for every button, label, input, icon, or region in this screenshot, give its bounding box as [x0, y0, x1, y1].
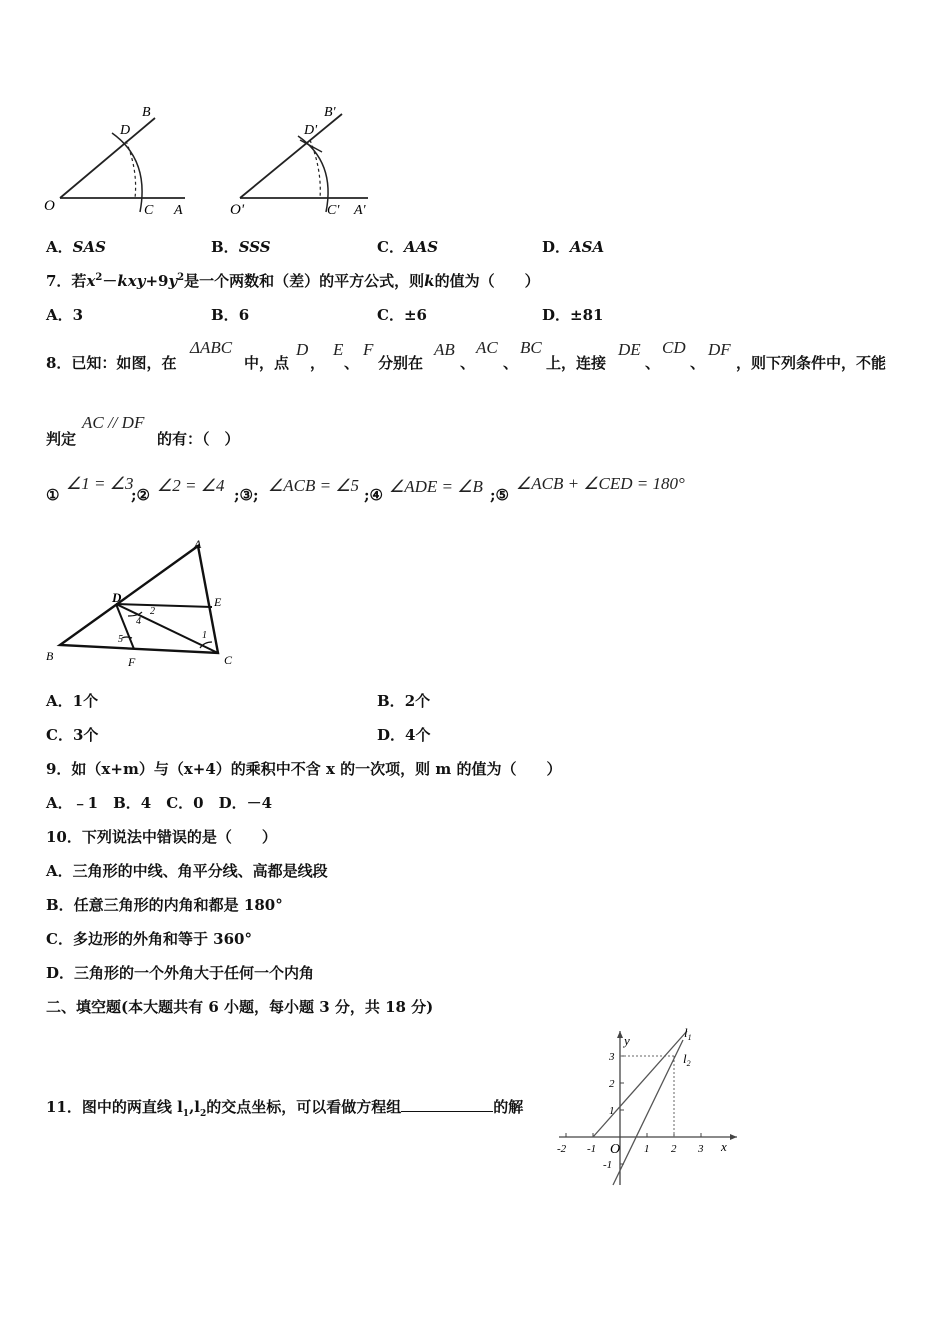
q6-option-a[interactable]: A．SAS [46, 238, 106, 256]
q8-text-4: 上，连接 [546, 354, 607, 372]
q6-option-d[interactable]: D．ASA [542, 238, 605, 256]
q10-option-c[interactable]: C．多边形的外角和等于 360° [46, 930, 252, 948]
fig8-angle-5: 5 [118, 634, 123, 645]
q8-option-b[interactable]: B．2个 [377, 692, 431, 710]
fig8-angle-1: 1 [202, 630, 207, 641]
q8-seg-cd: CD [662, 338, 686, 357]
fig8-angle-2: 2 [150, 606, 155, 617]
q8-cond-4-marker: ;④ [364, 486, 383, 504]
q8-cond-3: ∠ACB = ∠5 [268, 476, 360, 495]
graph-tick-y2: 2 [609, 1078, 615, 1090]
section-heading: 二、填空题(本大题共有 6 小题，每小题 3 分，共 18 分) [46, 998, 434, 1016]
q6-option-b[interactable]: B．SSS [211, 238, 271, 256]
label-A: A [174, 203, 183, 218]
q9-options[interactable]: A．﹣1 B．4 C．0 D．－4 [46, 794, 273, 812]
label-B-prime: B' [324, 105, 336, 120]
label-O-prime: O' [230, 202, 245, 218]
q8-seg-df: DF [708, 340, 731, 359]
q8-text-2: 中，点 [244, 354, 290, 372]
graph-tick-yneg1: -1 [603, 1159, 613, 1171]
q8-seg-bc: BC [520, 338, 542, 357]
label-C: C [144, 203, 154, 218]
label-D-prime: D' [304, 123, 318, 138]
label-O: O [44, 198, 55, 214]
q8-text-5: ，则下列条件中，不能 [736, 354, 887, 372]
fig8-label-a: A [194, 538, 202, 551]
q7-option-b[interactable]: B．6 [211, 306, 250, 324]
q8-triangle: ΔABC [190, 338, 233, 357]
q8-point-f: F [363, 340, 374, 359]
label-B: B [142, 105, 151, 120]
q8-sep4: 、 [645, 354, 661, 372]
graph-tick-y3: 3 [609, 1051, 615, 1063]
q8-parallel: AC // DF [82, 413, 145, 432]
graph-l1: $l_1$ [684, 1025, 692, 1042]
q7-option-d[interactable]: D．±81 [542, 306, 604, 324]
q8-text-3: 分别在 [378, 354, 424, 372]
q8-option-c[interactable]: C．3个 [46, 726, 99, 744]
q7-option-a[interactable]: A．3 [46, 306, 84, 324]
fig8-label-d: D [112, 590, 122, 605]
q8-sep2: 、 [460, 354, 476, 372]
fig8-label-e: E [214, 595, 222, 609]
q8-seg-ab: AB [434, 340, 455, 359]
q8-point-e: E [333, 340, 344, 359]
q8-question-line1: 8．已知：如图，在 [46, 354, 177, 372]
q11-answer-blank[interactable] [401, 1097, 493, 1112]
q8-sep5: 、 [690, 354, 706, 372]
q10-option-a[interactable]: A．三角形的中线、角平分线、高都是线段 [46, 862, 328, 880]
q8-comma: ， [310, 354, 326, 372]
fig8-label-c: C [224, 653, 233, 667]
q8-cond-2-marker: ;② [131, 486, 150, 504]
fig8-angle-4: 4 [136, 616, 141, 627]
label-D: D [120, 123, 131, 138]
graph-tick-x1: 1 [644, 1143, 650, 1155]
q8-cond-1-marker: ① [46, 486, 60, 504]
q10-question: 10．下列说法中错误的是（ ） [46, 828, 277, 846]
q9-question: 9．如（x+m）与（x+4）的乘积中不含 x 的一次项，则 m 的值为（ ） [46, 760, 562, 778]
angle-construction-figure [40, 100, 380, 225]
q8-sep3: 、 [503, 354, 519, 372]
q6-option-c[interactable]: C．AAS [377, 238, 439, 256]
q8-option-d[interactable]: D．4个 [377, 726, 431, 744]
q11-graph [553, 1025, 743, 1190]
q7-option-c[interactable]: C．±6 [377, 306, 427, 324]
q8-cond-2: ∠2 = ∠4 [157, 476, 225, 495]
q8-cond-1: ∠1 = ∠3 [66, 474, 134, 493]
graph-axis-x: x [721, 1139, 727, 1154]
q8-option-a[interactable]: A．1个 [46, 692, 99, 710]
q8-question-line2: 判定 [46, 430, 77, 448]
graph-tick-xneg2: -2 [557, 1143, 567, 1155]
fig8-label-b: B [46, 649, 54, 663]
q10-option-b[interactable]: B．任意三角形的内角和都是 180° [46, 896, 283, 914]
angle-figure-left [44, 105, 185, 218]
graph-axis-y: y [624, 1033, 630, 1048]
label-C-prime: C' [327, 203, 340, 218]
fig8-label-f: F [128, 655, 136, 669]
q8-triangle-figure [42, 538, 242, 670]
graph-tick-x2: 2 [671, 1143, 677, 1155]
q8-cond-5-marker: ;⑤ [490, 486, 509, 504]
angle-figure-right [230, 105, 368, 218]
q8-question-line2b: 的有：（ ） [157, 430, 240, 448]
graph-tick-y1: 1 [609, 1105, 615, 1117]
graph-l2: $l_2$ [683, 1051, 691, 1068]
q10-option-d[interactable]: D．三角形的一个外角大于任何一个内角 [46, 964, 315, 982]
q7-question: 7．若$x^2-kxy+9y^2$是一个两数和（差）的平方公式，则k的值为（ ） [46, 272, 540, 290]
q8-seg-ac: AC [476, 338, 498, 357]
q8-cond-4: ∠ADE = ∠B [389, 477, 483, 496]
q8-seg-de: DE [618, 340, 641, 359]
q8-sep1: 、 [344, 354, 360, 372]
q11-question: 11．图中的两直线 $l_1,l_2$的交点坐标，可以看做方程组 的解 [46, 1098, 524, 1119]
q8-cond-3-marker: ;③; [234, 486, 259, 504]
label-A-prime: A' [354, 203, 366, 218]
graph-origin: O [610, 1142, 621, 1157]
q8-point-d: D [296, 340, 309, 359]
graph-tick-x3: 3 [698, 1143, 704, 1155]
graph-tick-xneg1: -1 [587, 1143, 597, 1155]
q8-cond-5: ∠ACB + ∠CED = 180° [516, 474, 685, 493]
